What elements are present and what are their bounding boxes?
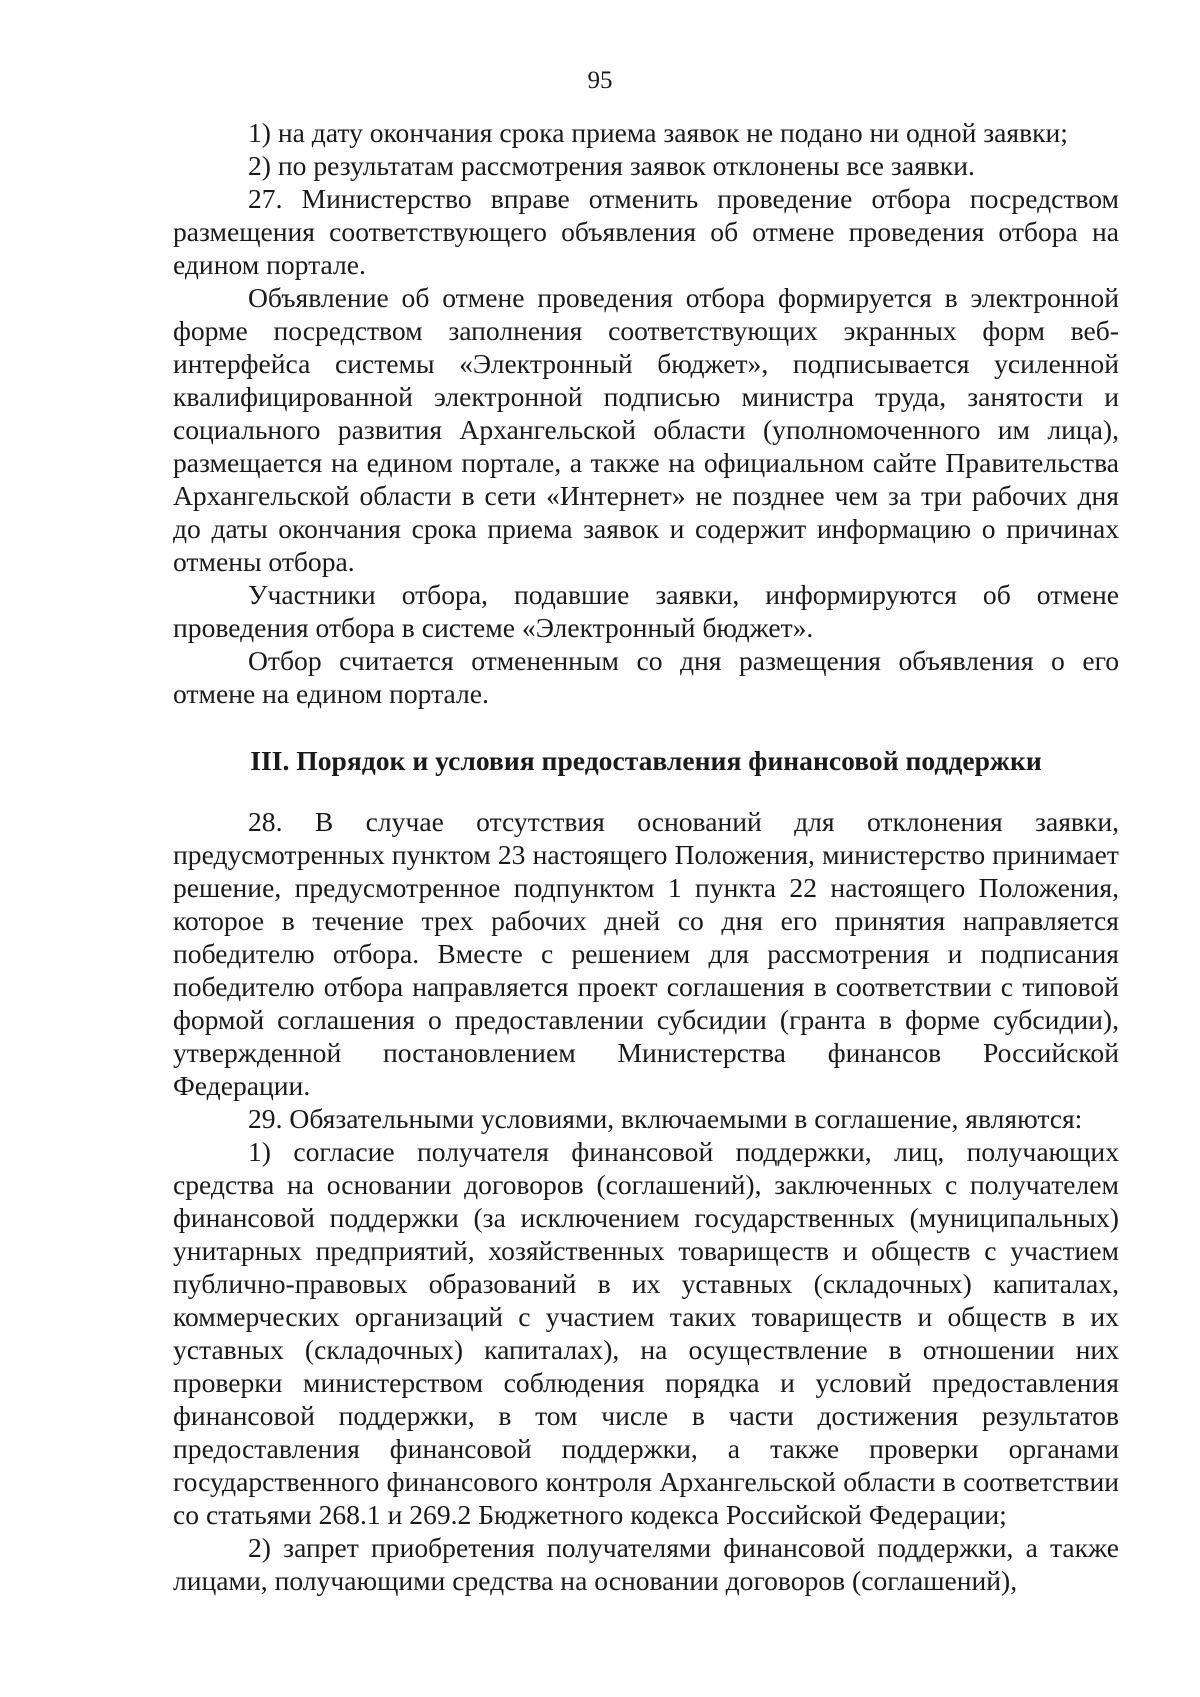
paragraph: 28. В случае отсутствия оснований для отклонения заявки, предусмотренных пунктом 23 настоящего Положения, министерство принимает решение, предусмотренное подпунктом 1 пункта 22 настоящего Положения, которое в течение трех рабочих дней со дня его принятия направляется победителю отбора. Вместе с решением для рассмотрения и подписания победителю отбора направляется проект соглашения в соответствии с типовой формой соглашения о предоставлении субсидии (гранта в форме субсидии), утвержденной постановлением Министерства финансов Российской Федерации. — [173, 806, 1119, 1101]
paragraph: Объявление об отмене проведения отбора формируется в электронной форме посредством заполнения соответствующих экранных форм веб-интерфейса системы «Электронный бюджет», подписывается усиленной квалифицированной электронной подписью министра труда, занятости и социального развития Архангельской области (уполномоченного им лица), размещается на едином портале, а также на официальном сайте Правительства Архангельской области в сети «Интернет» не позднее чем за три рабочих дня до даты окончания срока приема заявок и содержит информацию о причинах отмены отбора. — [173, 282, 1119, 577]
paragraph: 1) на дату окончания срока приема заявок не подано ни одной заявки; — [248, 117, 1068, 148]
section-heading: III. Порядок и условия предоставления финансовой поддержки — [250, 745, 1042, 776]
paragraph: Участники отбора, подавшие заявки, информируются об отмене проведения отбора в системе «Электронный бюджет». — [173, 579, 1119, 643]
paragraph: 1) согласие получателя финансовой поддержки, лиц, получающих средства на основании договоров (соглашений), заключенных с получателем финансовой поддержки (за исключением государственных (муниципальных) унитарных предприятий, хозяйственных товариществ и обществ с участием публично-правовых образований в их уставных (складочных) капиталах, коммерческих организаций с участием таких товариществ и обществ в их уставных (складочных) капиталах), на осуществление в отношении них проверки министерством соблюдения порядка и условий предоставления финансовой поддержки, в том числе в части достижения результатов предоставления финансовой поддержки, а также проверки органами государственного финансового контроля Архангельской области в соответствии со статьями 268.1 и 269.2 Бюджетного кодекса Российской Федерации; — [173, 1136, 1119, 1530]
paragraph: Отбор считается отмененным со дня размещения объявления о его отмене на едином портале. — [173, 645, 1119, 709]
paragraph: 2) запрет приобретения получателями финансовой поддержки, а также лицами, получающими средства на основании договоров (соглашений), — [173, 1532, 1119, 1596]
paragraph: 29. Обязательными условиями, включаемыми в соглашение, являются: — [248, 1103, 1083, 1134]
page-number: 95 — [587, 67, 613, 94]
paragraph: 2) по результатам рассмотрения заявок отклонены все заявки. — [248, 150, 975, 181]
paragraph: 27. Министерство вправе отменить проведение отбора посредством размещения соответствующего объявления об отмене проведения отбора на едином портале. — [173, 183, 1119, 280]
document-body — [173, 116, 1119, 1597]
